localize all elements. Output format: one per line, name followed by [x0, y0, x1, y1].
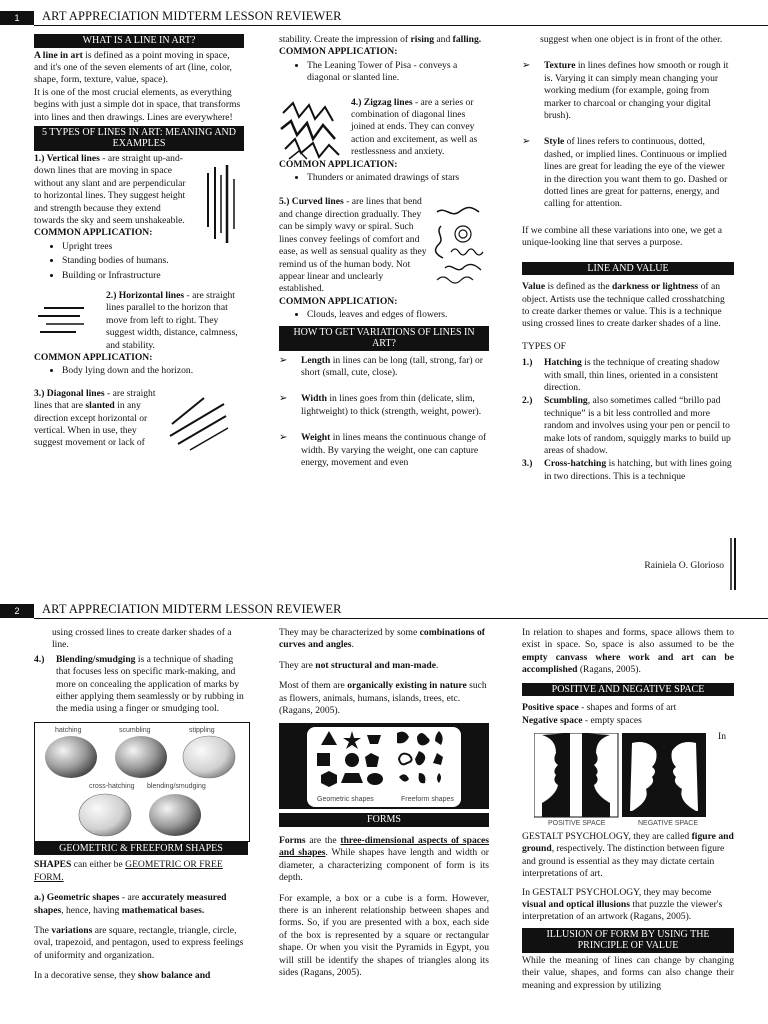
negative-space-definition: Negative space - empty spaces	[522, 714, 642, 726]
header-rule	[34, 25, 768, 26]
label-freeform-shapes: Freeform shapes	[401, 796, 454, 804]
in-word: In	[718, 730, 726, 742]
freeform-nature: Most of them are organically existing in nature such as flowers, animals, humans, islands, trees, etc. (Ragans, 2005).	[279, 680, 487, 717]
diagonal-lines-text: 3.) Diagonal lines - are straight lines that are slanted in any direction except horizontal or vertical. When in use, they suggest movement or lack of	[34, 387, 156, 449]
label-geometric-shapes: Geometric shapes	[317, 796, 374, 804]
diagonal-lines-illustration	[164, 394, 234, 454]
common-application-label: COMMON APPLICATION:	[279, 46, 398, 58]
sphere-stippling	[183, 736, 235, 778]
list-item: ➢ Weight in lines means the continuous change of width. By varying the weight, one can capture energy, movement and even	[279, 432, 487, 468]
shading-spheres-illustration	[35, 723, 247, 839]
crosshatch-continued: using crossed lines to create darker shades of a line.	[52, 627, 232, 651]
value-techniques-list-continued	[34, 654, 248, 716]
shading-spheres-figure	[34, 722, 250, 842]
section-bar-illusion-of-form: ILLUSION OF FORM BY USING THE PRINCIPLE OF VALUE	[522, 928, 734, 953]
page-1-column-1	[34, 34, 244, 450]
horizontal-lines-illustration	[36, 302, 86, 342]
page-number: 2	[0, 604, 34, 618]
curved-lines-text: 5.) Curved lines - are lines that bend and change direction gradually. They can be simply wavy or spiral. Such lines convey feelings of comfort and ease, as well as sensual quality as they remind us of the human body. Not appear linear and unclearly established.	[279, 196, 427, 295]
zigzag-lines-text: 4.) Zigzag lines - are a series or combination of diagonal lines joined at ends. They can convey action and excitement, as well as restlessness and anxiety.	[351, 96, 478, 158]
vertical-lines-illustration	[204, 165, 244, 245]
curved-lines-illustration	[431, 206, 487, 286]
list-item: ➢ Width in lines goes from thin (delicate, slim, lightweight) to thick (strength, weight, power).	[279, 393, 482, 417]
label-positive-space: POSITIVE SPACE	[548, 819, 606, 827]
sphere-label-hatching: hatching	[55, 726, 82, 734]
section-bar-positive-negative: POSITIVE AND NEGATIVE SPACE	[522, 683, 734, 697]
diagonal-lines-block	[34, 388, 244, 450]
shapes-illustration	[307, 727, 461, 807]
vertical-lines-block	[34, 153, 244, 227]
diagonal-continued: stability. Create the impression of rising and falling.	[279, 34, 482, 45]
list-item: ➢ Length in lines can be long (tall, strong, far) or short (small, cute, close).	[279, 354, 483, 378]
list-item: ➢ Texture in lines defines how smooth or rough it is. Varying it can simply mean changing your working medium (for example, going from marker to charcoal or changing your digital brush).	[522, 60, 729, 122]
value-definition: Value is defined as the darkness or lightness of an object. Artists use the technique called crosshatching to create darker themes or value. This is a technique using crossed lines to create darker shades of a line.	[522, 281, 725, 330]
list-item: 3.) Cross-hatching is hatching, but with lines going in two directions. This is a technique	[522, 458, 732, 482]
list-item: 2.) Scumbling, also sometimes called “brillo pad technique” is a bit less controlled and more random and involves using your pen or pencil to make lots of random, squiggly marks to build up areas of shadow.	[522, 395, 731, 457]
horizontal-applications-list	[34, 365, 244, 377]
common-application-label: COMMON APPLICATION:	[279, 295, 398, 307]
list-item: • Clouds, leaves and edges of flowers.	[307, 309, 489, 321]
variations-list-continued	[522, 60, 734, 210]
page-1-header	[0, 8, 768, 26]
page-1-column-2	[279, 34, 489, 483]
sphere-label-stippling: stippling	[189, 726, 215, 734]
shapes-figure	[279, 723, 489, 809]
list-item: • The Leaning Tower of Pisa - conveys a diagonal or slanted line.	[307, 60, 489, 85]
list-item: • Thunders or animated drawings of stars	[307, 172, 489, 184]
vertical-applications-list	[34, 241, 244, 282]
arrow-bullet-icon: ➢	[522, 136, 531, 148]
zigzag-applications-list	[279, 172, 489, 184]
line-definition-2: It is one of the most crucial elements, as everything begins with just a simple dot in space, that transforms into lines and then drawings. Lines are everywhere!	[34, 86, 241, 123]
arrow-bullet-icon: ➢	[279, 432, 288, 444]
list-item: 1.) Hatching is the technique of creating shadow with small, thin lines, oriented in a consistent direction.	[522, 357, 720, 394]
geometric-variations: The variations are square, rectangle, triangle, circle, oval, trapezoid, and pentagon, used to express feelings of uniformity and organization.	[34, 924, 244, 961]
shapes-intro: SHAPES can either be GEOMETRIC OR FREE FORM.	[34, 859, 223, 883]
arrow-bullet-icon: ➢	[279, 393, 288, 405]
page-title: ART APPRECIATION MIDTERM LESSON REVIEWER	[42, 9, 342, 23]
freeform-not-structural: They are not structural and man-made.	[279, 659, 439, 671]
common-application-label: COMMON APPLICATION:	[279, 158, 398, 170]
diagonal-applications-list	[279, 60, 489, 85]
forms-example: For example, a box or a cube is a form. However, there is an inherent relationship between shapes and forms. So, if you are presented with a box, each side of the box is represented by a square or rectangular shape. Or when you visit the Pyramids in Egypt, you will still be identify the shapes of triangles along its sides (Ragans, 2005).	[279, 892, 489, 978]
list-item: 4.) Blending/smudging is a technique of shading that focuses less on specific mark-making, and more on concealing the application of marks by either applying them seamlessly or by rubbing in the media using a finger or smudging tool.	[34, 653, 244, 715]
sphere-cross-hatching	[79, 794, 131, 836]
horizontal-lines-block	[34, 290, 244, 352]
positive-negative-figure-block	[522, 731, 734, 831]
arrow-bullet-icon: ➢	[279, 354, 288, 366]
common-application-label: COMMON APPLICATION:	[34, 352, 153, 364]
page-number: 1	[0, 11, 34, 25]
freeform-characterization: They may be characterized by some combinations of curves and angles.	[279, 627, 485, 651]
weight-continued: suggest when one object is in front of the other.	[540, 34, 723, 45]
page-2-column-3	[522, 627, 734, 992]
page-title: ART APPRECIATION MIDTERM LESSON REVIEWER	[42, 602, 342, 616]
horizontal-lines-text: 2.) Horizontal lines - are straight lines parallel to the horizon that move from left to right. They suggest width, distance, calmness, and stability.	[106, 290, 238, 351]
positive-negative-illustration	[534, 733, 706, 827]
section-bar-what-is-line: WHAT IS A LINE IN ART?	[34, 34, 244, 48]
variations-list	[279, 355, 489, 470]
list-item: ➢ Style of lines refers to continuous, dotted, dashed, or implied lines. Continuous or implied lines are great for leading the eye of the viewer in the direction you want them to go. Dashed or dotted lines are great for patterns, energy, and calling for attention.	[522, 136, 728, 210]
label-negative-space: NEGATIVE SPACE	[638, 819, 699, 827]
header-rule	[34, 618, 768, 619]
section-bar-geometric-freeform: GEOMETRIC & FREEFORM SHAPES	[34, 842, 248, 856]
line-definition: A line in art is defined as a point moving in space, and it's one of the seven elements of art (line, color, shape, form, texture, value, space).	[34, 49, 232, 86]
section-bar-variations: HOW TO GET VARIATIONS OF LINES IN ART?	[279, 326, 489, 351]
page-2-column-1	[34, 627, 248, 983]
forms-definition: Forms are the three-dimensional aspects of spaces and shapes. While shapes have length and width or diameter, a characterizing component of form is its depth.	[279, 834, 489, 884]
section-bar-line-and-value: LINE AND VALUE	[522, 262, 734, 276]
sphere-hatching	[45, 736, 97, 778]
illusion-paragraph: While the meaning of lines can change by changing their value, shapes, and forms can also change their meaning and expression by utilizing	[522, 954, 734, 991]
signature-bars-decoration	[730, 538, 738, 590]
section-bar-types-of-lines: 5 TYPES OF LINES IN ART: MEANING AND EXAMPLES	[34, 126, 244, 151]
sphere-scumbling	[115, 736, 167, 778]
section-bar-forms: FORMS	[279, 813, 489, 827]
list-item: • Body lying down and the horizon.	[62, 365, 244, 377]
page-2-column-2	[279, 627, 489, 979]
space-definition: In relation to shapes and forms, space allows them to exist in space. So, space is also assumed to be the empty canvass where work and art can be accomplished (Ragans, 2005).	[522, 627, 734, 676]
geometric-shapes-definition: a.) Geometric shapes - are accurately measured shapes, hence, having mathematical bases.	[34, 892, 227, 916]
gestalt-figure-ground: GESTALT PSYCHOLOGY, they are called figure and ground, respectively. The distinction between figure and ground is essential as they may dictate certain interpretations of art.	[522, 830, 734, 880]
curved-applications-list	[279, 309, 489, 321]
positive-space-definition: Positive space - shapes and forms of art	[522, 702, 677, 714]
sphere-blending	[149, 794, 201, 836]
list-item: • Standing bodies of humans.	[62, 255, 244, 267]
page-2-header	[0, 601, 768, 619]
list-item: • Upright trees	[62, 241, 244, 253]
gestalt-illusions: In GESTALT PSYCHOLOGY, they may become visual and optical illusions that puzzle the viewer's interpretation of an artwork (Ragans, 2005).	[522, 886, 723, 923]
decorative-sense: In a decorative sense, they show balance and	[34, 970, 211, 982]
author-signature: Rainiela O. Glorioso	[644, 560, 724, 571]
common-application-label: COMMON APPLICATION:	[34, 227, 153, 239]
zigzag-lines-illustration	[279, 99, 343, 161]
curved-lines-block	[279, 196, 489, 295]
zigzag-lines-block	[279, 97, 489, 159]
sphere-label-cross-hatching: cross-hatching	[89, 782, 135, 790]
value-techniques-list	[522, 357, 734, 483]
sphere-label-scumbling: scumbling	[119, 726, 151, 734]
arrow-bullet-icon: ➢	[522, 60, 531, 72]
vertical-lines-text: 1.) Vertical lines - are straight up-and-down lines that are moving in space without any slant and are perpendicular to horizontal lines. They suggest height and strength because they extend towards the sky and seem unshakeable.	[34, 152, 186, 226]
combine-paragraph: If we combine all these variations into one, we get a unique-looking line that serves a purpose.	[522, 224, 723, 249]
page-1-column-3	[522, 34, 734, 484]
sphere-label-blending: blending/smudging	[147, 782, 206, 790]
list-item: • Building or Infrastructure	[62, 270, 244, 282]
types-of-label: TYPES OF	[522, 340, 566, 352]
